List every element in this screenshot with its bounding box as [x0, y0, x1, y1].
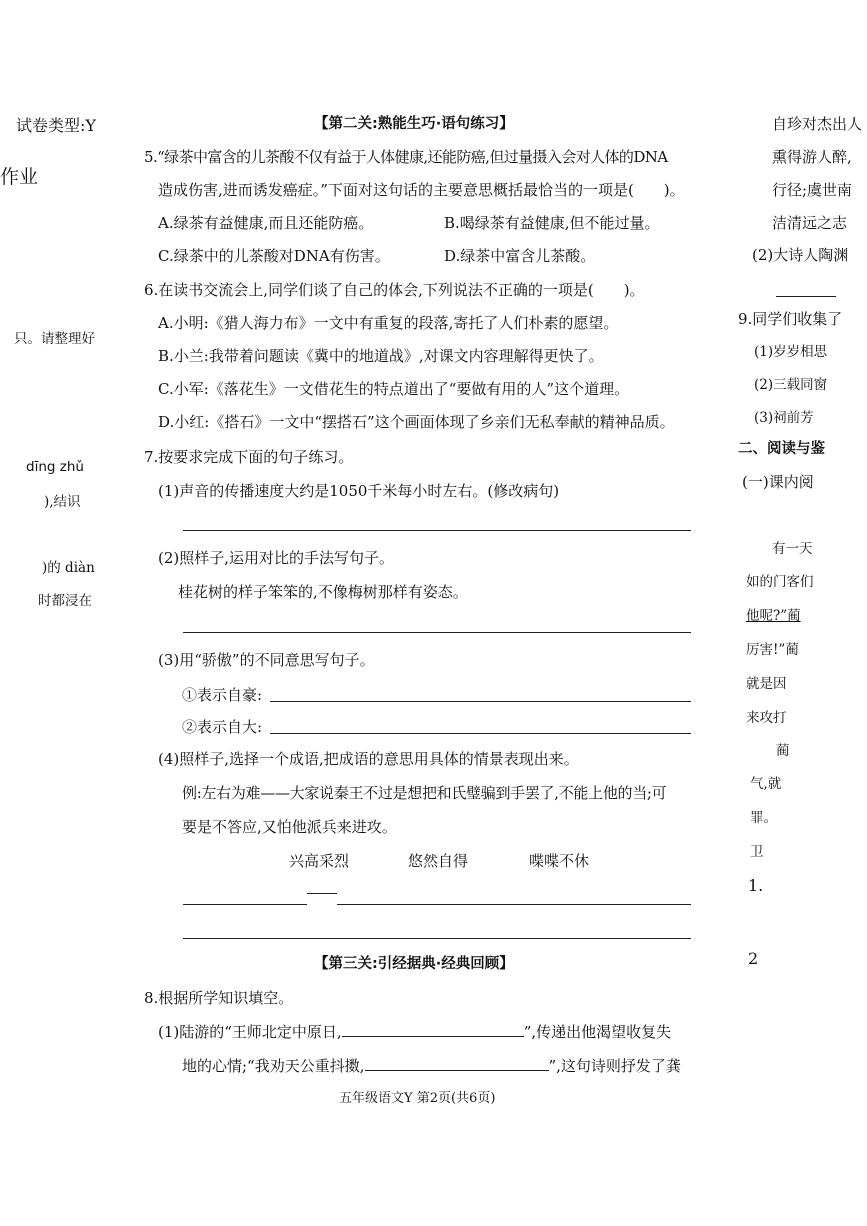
- q8-line1-a: (1)陆游的“王师北定中原日,: [158, 1023, 342, 1041]
- q7-sub4-answer-line-2[interactable]: [183, 938, 691, 939]
- margin-note: 只。请整理好: [14, 331, 95, 347]
- q7-sub3-b-line[interactable]: [270, 733, 691, 734]
- right-frag-22: 1.: [748, 876, 764, 895]
- right-frag-4: 洁清远之志: [772, 214, 848, 232]
- q5-line2-text: 造成伤害,进而诱发癌症。”下面对这句话的主要意思概括最恰当的一项是(: [158, 181, 634, 199]
- q7-sub3-a-line[interactable]: [270, 701, 691, 702]
- section2-title: 【第二关:熟能生巧·语句练习】: [314, 116, 514, 132]
- q5-option-b: B.喝绿茶有益健康,但不能过量。: [444, 214, 660, 232]
- q8-line2: [182, 1056, 681, 1075]
- q7-sub3-a: ①表示自豪:: [182, 686, 263, 704]
- idiom-3: 喋喋不休: [529, 852, 590, 870]
- q7-sub3: (3)用“骄傲”的不同意思写句子。: [158, 651, 375, 669]
- q5-line2-end: )。: [663, 181, 685, 199]
- q6-option-d: D.小红:《搭石》一文中“摆搭石”这个画面体现了乡亲们无私奉献的精神品质。: [158, 413, 675, 431]
- right-frag-10: 二、阅读与鉴: [738, 441, 825, 457]
- q6-line1-end: )。: [623, 281, 645, 299]
- q7-sub4-answer-line-1[interactable]: [337, 904, 691, 905]
- q5-option-c: C.绿茶中的儿茶酸对DNA有伤害。: [158, 247, 390, 265]
- q6-option-a: A.小明:《猎人海力布》一文中有重复的段落,寄托了人们朴素的愿望。: [158, 314, 619, 332]
- right-frag-19: 气,就: [750, 776, 782, 792]
- q8-title: 8.根据所学知识填空。: [144, 989, 294, 1007]
- right-frag-15: 厉害!”蔺: [746, 642, 799, 658]
- q8-blank-1[interactable]: [342, 1022, 524, 1037]
- q7-sub2: (2)照样子,运用对比的手法写句子。: [158, 549, 395, 567]
- paper-type-label: 试卷类型:Y: [16, 116, 96, 135]
- q5-option-a: A.绿茶有益健康,而且还能防癌。: [158, 214, 374, 232]
- section3-title: 【第三关:引经据典·经典回顾】: [314, 956, 514, 972]
- q7-sub1-answer-line[interactable]: [183, 530, 691, 531]
- right-frag-21: 卫: [750, 844, 764, 860]
- right-blank-line: [776, 296, 836, 297]
- q6-line1: [144, 281, 645, 299]
- right-frag-16: 就是因: [746, 676, 787, 692]
- right-frag-18: 蔺: [776, 743, 790, 759]
- right-frag-12: 有一天: [772, 541, 813, 557]
- right-frag-9: (3)祠前芳: [754, 410, 814, 426]
- q7-sub4: (4)照样子,选择一个成语,把成语的意思用具体的情景表现出来。: [158, 750, 579, 768]
- q7-sub1: (1)声音的传播速度大约是1050千米每小时左右。(修改病句): [158, 482, 560, 500]
- q5-option-d: D.绿茶中富含儿茶酸。: [444, 247, 596, 265]
- q8-line1-b: ”,传递出他渴望收复失: [523, 1023, 672, 1041]
- q8-blank-2[interactable]: [365, 1056, 549, 1071]
- margin-pinyin: dīng zhǔ: [26, 459, 84, 475]
- q6-option-b: B.小兰:我带着问题读《冀中的地道战》,对课文内容理解得更快了。: [158, 347, 604, 365]
- right-frag-6: 9.同学们收集了: [738, 310, 843, 328]
- margin-frag-1: ),结识: [44, 494, 81, 510]
- q8-line2-a: 地的心情;“我劝天公重抖擞,: [182, 1057, 365, 1075]
- right-frag-23: 2: [748, 949, 759, 968]
- right-frag-17: 来攻打: [746, 710, 787, 726]
- q7-sub2-answer-line[interactable]: [183, 632, 691, 633]
- q7-sub4-example-2: 要是不答应,又怕他派兵来进攻。: [182, 818, 397, 836]
- q7-sub4-example-1: 例:左右为难——大家说秦王不过是想把和氏璧骗到手罢了,不能上他的当;可: [182, 784, 667, 802]
- margin-frag-3: 时都浸在: [38, 593, 92, 609]
- q6-option-c: C.小军:《落花生》一文借花生的特点道出了“要做有用的人”这个道理。: [158, 380, 630, 398]
- page-footer: 五年级语文Y 第2页(共6页): [339, 1091, 496, 1106]
- idiom-2: 悠然自得: [408, 852, 469, 870]
- q7-sub3-b: ②表示自大:: [182, 718, 263, 736]
- q7-sub2-example: 桂花树的样子笨笨的,不像梅树那样有姿态。: [178, 583, 468, 601]
- homework-label: 作业: [0, 166, 39, 188]
- right-frag-2: 熏得游人醉,: [772, 148, 852, 166]
- q7-sub4-dash: [307, 893, 337, 894]
- right-frag-14: 他呢?”蔺: [746, 608, 801, 624]
- q6-line1-text: 6.在读书交流会上,同学们谈了自己的体会,下列说法不正确的一项是(: [144, 281, 594, 299]
- right-frag-7: (1)岁岁相思: [754, 344, 828, 360]
- right-frag-5: (2)大诗人陶渊: [752, 246, 849, 264]
- right-frag-1: 自珍对杰出人: [772, 115, 863, 133]
- right-frag-11: (一)课内阅: [742, 473, 814, 491]
- q8-line1: [158, 1022, 671, 1041]
- right-frag-13: 如的门客们: [746, 574, 814, 590]
- q5-line2: [158, 181, 685, 199]
- margin-frag-2: )的 diàn: [42, 560, 95, 576]
- q7-title: 7.按要求完成下面的句子练习。: [144, 448, 354, 466]
- q8-line2-b: ”,这句诗则抒发了龚: [548, 1057, 681, 1075]
- q7-sub4-idiom-line[interactable]: [183, 904, 307, 905]
- right-frag-3: 行径;虞世南: [772, 181, 853, 199]
- right-frag-8: (2)三载同窗: [754, 377, 828, 393]
- idiom-1: 兴高采烈: [289, 852, 350, 870]
- right-frag-20: 罪。: [750, 810, 777, 826]
- q5-line1: 5.“绿茶中富含的儿茶酸不仅有益于人体健康,还能防癌,但过量摄入会对人体的DNA: [144, 148, 668, 166]
